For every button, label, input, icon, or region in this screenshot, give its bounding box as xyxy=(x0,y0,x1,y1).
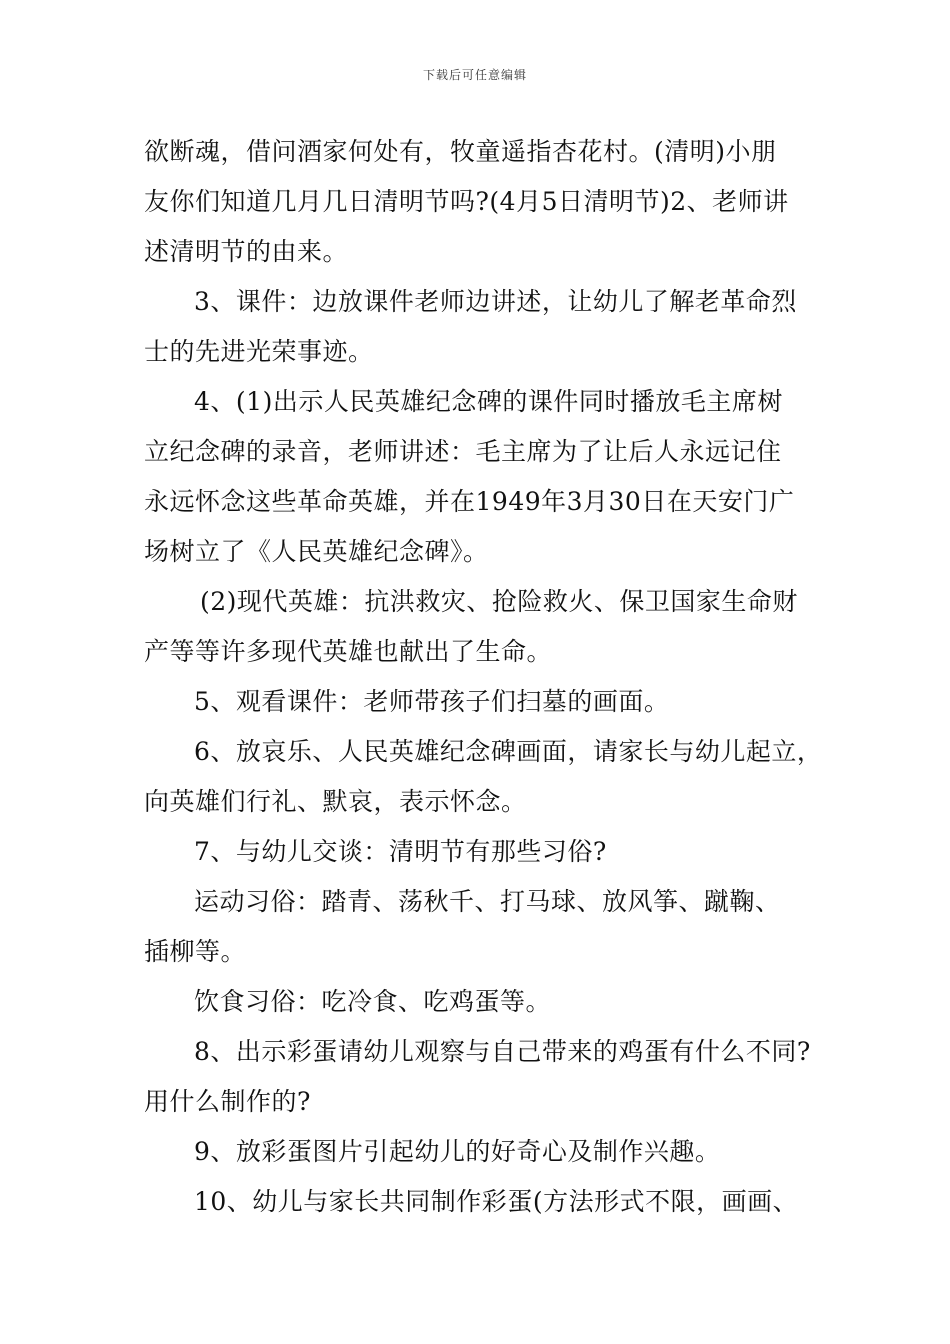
page-header: 下载后可任意编辑 xyxy=(422,68,527,82)
text-line: 插柳等。 xyxy=(144,937,247,966)
text-line: 4、(1)出示人民英雄纪念碑的课件同时播放毛主席树 xyxy=(194,387,783,416)
text-line: 10、幼儿与家长共同制作彩蛋(方法形式不限，画画、 xyxy=(194,1187,799,1216)
text-line: (2)现代英雄：抗洪救灾、抢险救火、保卫国家生命财 xyxy=(200,587,798,616)
text-line: 8、出示彩蛋请幼儿观察与自己带来的鸡蛋有什么不同? xyxy=(194,1037,811,1066)
text-line: 饮食习俗：吃冷食、吃鸡蛋等。 xyxy=(194,987,552,1016)
text-line: 9、放彩蛋图片引起幼儿的好奇心及制作兴趣。 xyxy=(194,1137,721,1166)
text-line: 6、放哀乐、人民英雄纪念碑画面，请家长与幼儿起立， xyxy=(194,737,823,766)
text-line: 用什么制作的? xyxy=(144,1087,311,1116)
text-line: 产等等许多现代英雄也献出了生命。 xyxy=(144,637,553,666)
text-line: 述清明节的由来。 xyxy=(144,237,349,266)
text-line: 向英雄们行礼、默哀，表示怀念。 xyxy=(144,787,527,816)
text-line: 友你们知道几月几日清明节吗?(4月5日清明节)2、老师讲 xyxy=(144,187,789,216)
text-line: 5、观看课件：老师带孩子们扫墓的画面。 xyxy=(194,687,670,716)
text-line: 3、课件：边放课件老师边讲述，让幼儿了解老革命烈 xyxy=(194,287,797,316)
text-line: 永远怀念这些革命英雄，并在1949年3月30日在天安门广 xyxy=(144,487,795,516)
text-line: 士的先进光荣事迹。 xyxy=(144,337,374,366)
text-line: 欲断魂，借问酒家何处有，牧童遥指杏花村。(清明)小朋 xyxy=(144,137,777,166)
text-line: 立纪念碑的录音，老师讲述：毛主席为了让后人永远记住 xyxy=(144,437,782,466)
document-body xyxy=(144,127,823,1227)
text-line: 场树立了《人民英雄纪念碑》。 xyxy=(144,537,489,566)
text-line: 7、与幼儿交谈：清明节有那些习俗? xyxy=(194,837,607,866)
text-line: 运动习俗：踏青、荡秋千、打马球、放风筝、蹴鞠、 xyxy=(194,887,781,916)
